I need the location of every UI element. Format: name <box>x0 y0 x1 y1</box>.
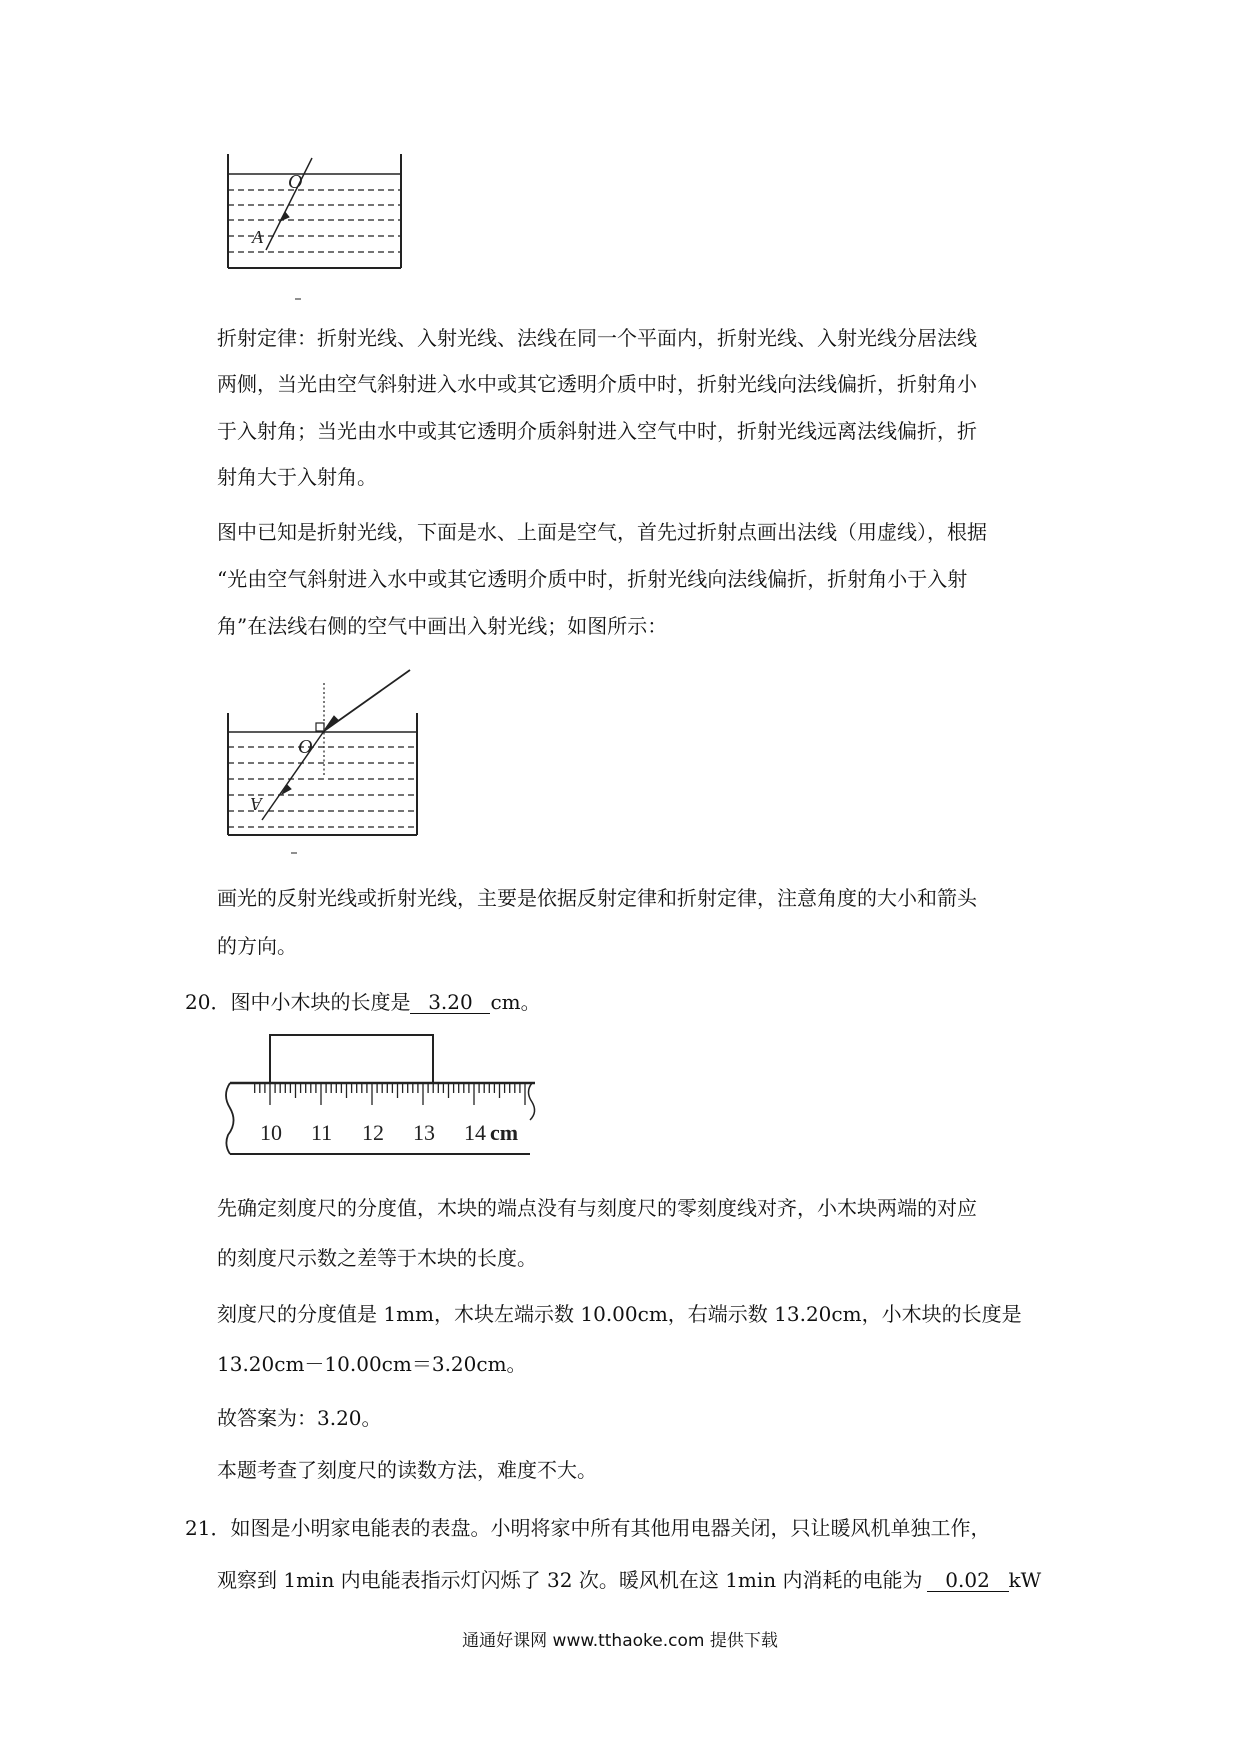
q20-analysis-line-4: 13.20cm－10.00cm＝3.20cm。 <box>217 1352 527 1376</box>
answer-unit: cm。 <box>490 990 541 1014</box>
point-a-label: A <box>251 794 262 814</box>
refraction-law-line-3: 于入射角；当光由水中或其它透明介质斜射进入空气中时，折射光线远离法线偏折，折 <box>217 419 977 443</box>
comment-line-2: 的方向。 <box>217 934 297 958</box>
ruler-label-10: 10 <box>260 1120 282 1145</box>
point-o-label: O <box>288 171 303 193</box>
ruler-label-13: 13 <box>413 1120 435 1145</box>
q20-analysis-line-3: 刻度尺的分度值是 1mm，木块左端示数 10.00cm，右端示数 13.20cm，小木块的长度是 <box>217 1302 1022 1326</box>
answer-unit: kW <box>1008 1568 1042 1592</box>
page-footer: 通通好课网 www.tthaoke.com 提供下载 <box>462 1631 778 1651</box>
refraction-law-line-4: 射角大于入射角。 <box>217 465 377 489</box>
ruler-label-11: 11 <box>311 1120 333 1145</box>
method-line-2: “光由空气斜射进入水中或其它透明介质中时，折射光线向法线偏折，折射角小于入射 <box>217 567 968 591</box>
refraction-figure-answer <box>220 665 450 855</box>
question-line-2: 观察到 1min 内电能表指示灯闪烁了 32 次。暖风机在这 1min 内消耗的电能为 <box>217 1568 923 1592</box>
refraction-law-line-2: 两侧，当光由空气斜射进入水中或其它透明介质中时，折射光线向法线偏折，折射角小 <box>217 372 977 396</box>
refraction-law-line-1: 折射定律：折射光线、入射光线、法线在同一个平面内，折射光线、入射光线分居法线 <box>217 326 977 350</box>
answer-blank: 0.02 <box>927 1569 1009 1592</box>
question-stem: 图中小木块的长度是 <box>230 990 411 1014</box>
ruler-label-12: 12 <box>362 1120 384 1145</box>
point-a-label: A <box>252 227 263 247</box>
ruler-figure <box>220 1030 540 1160</box>
method-line-3: 角”在法线右侧的空气中画出入射光线；如图所示： <box>217 614 668 638</box>
comment-line-1: 画光的反射光线或折射光线，主要是依据反射定律和折射定律，注意角度的大小和箭头 <box>217 886 977 910</box>
point-o-label: O <box>298 736 313 758</box>
ruler-unit-label: cm <box>490 1120 519 1145</box>
question-21-line-2 <box>217 1568 1041 1592</box>
wooden-block <box>270 1035 433 1083</box>
q20-analysis-line-6: 本题考查了刻度尺的读数方法，难度不大。 <box>217 1458 597 1482</box>
question-number: 21． <box>185 1516 231 1540</box>
q20-analysis-line-2: 的刻度尺示数之差等于木块的长度。 <box>217 1246 537 1270</box>
refraction-figure-original <box>220 150 420 300</box>
question-number: 20． <box>185 990 231 1014</box>
question-21 <box>185 1516 990 1540</box>
ruler-label-14: 14 <box>464 1120 486 1145</box>
q20-analysis-line-5: 故答案为：3.20。 <box>217 1406 382 1430</box>
question-20 <box>185 990 541 1014</box>
question-line-1: 如图是小明家电能表的表盘。小明将家中所有其他用电器关闭，只让暖风机单独工作， <box>230 1516 991 1540</box>
q20-analysis-line-1: 先确定刻度尺的分度值，木块的端点没有与刻度尺的零刻度线对齐，小木块两端的对应 <box>217 1196 977 1220</box>
method-line-1: 图中已知是折射光线，下面是水、上面是空气，首先过折射点画出法线（用虚线），根据 <box>217 520 987 544</box>
answer-blank: 3.20 <box>410 991 490 1014</box>
